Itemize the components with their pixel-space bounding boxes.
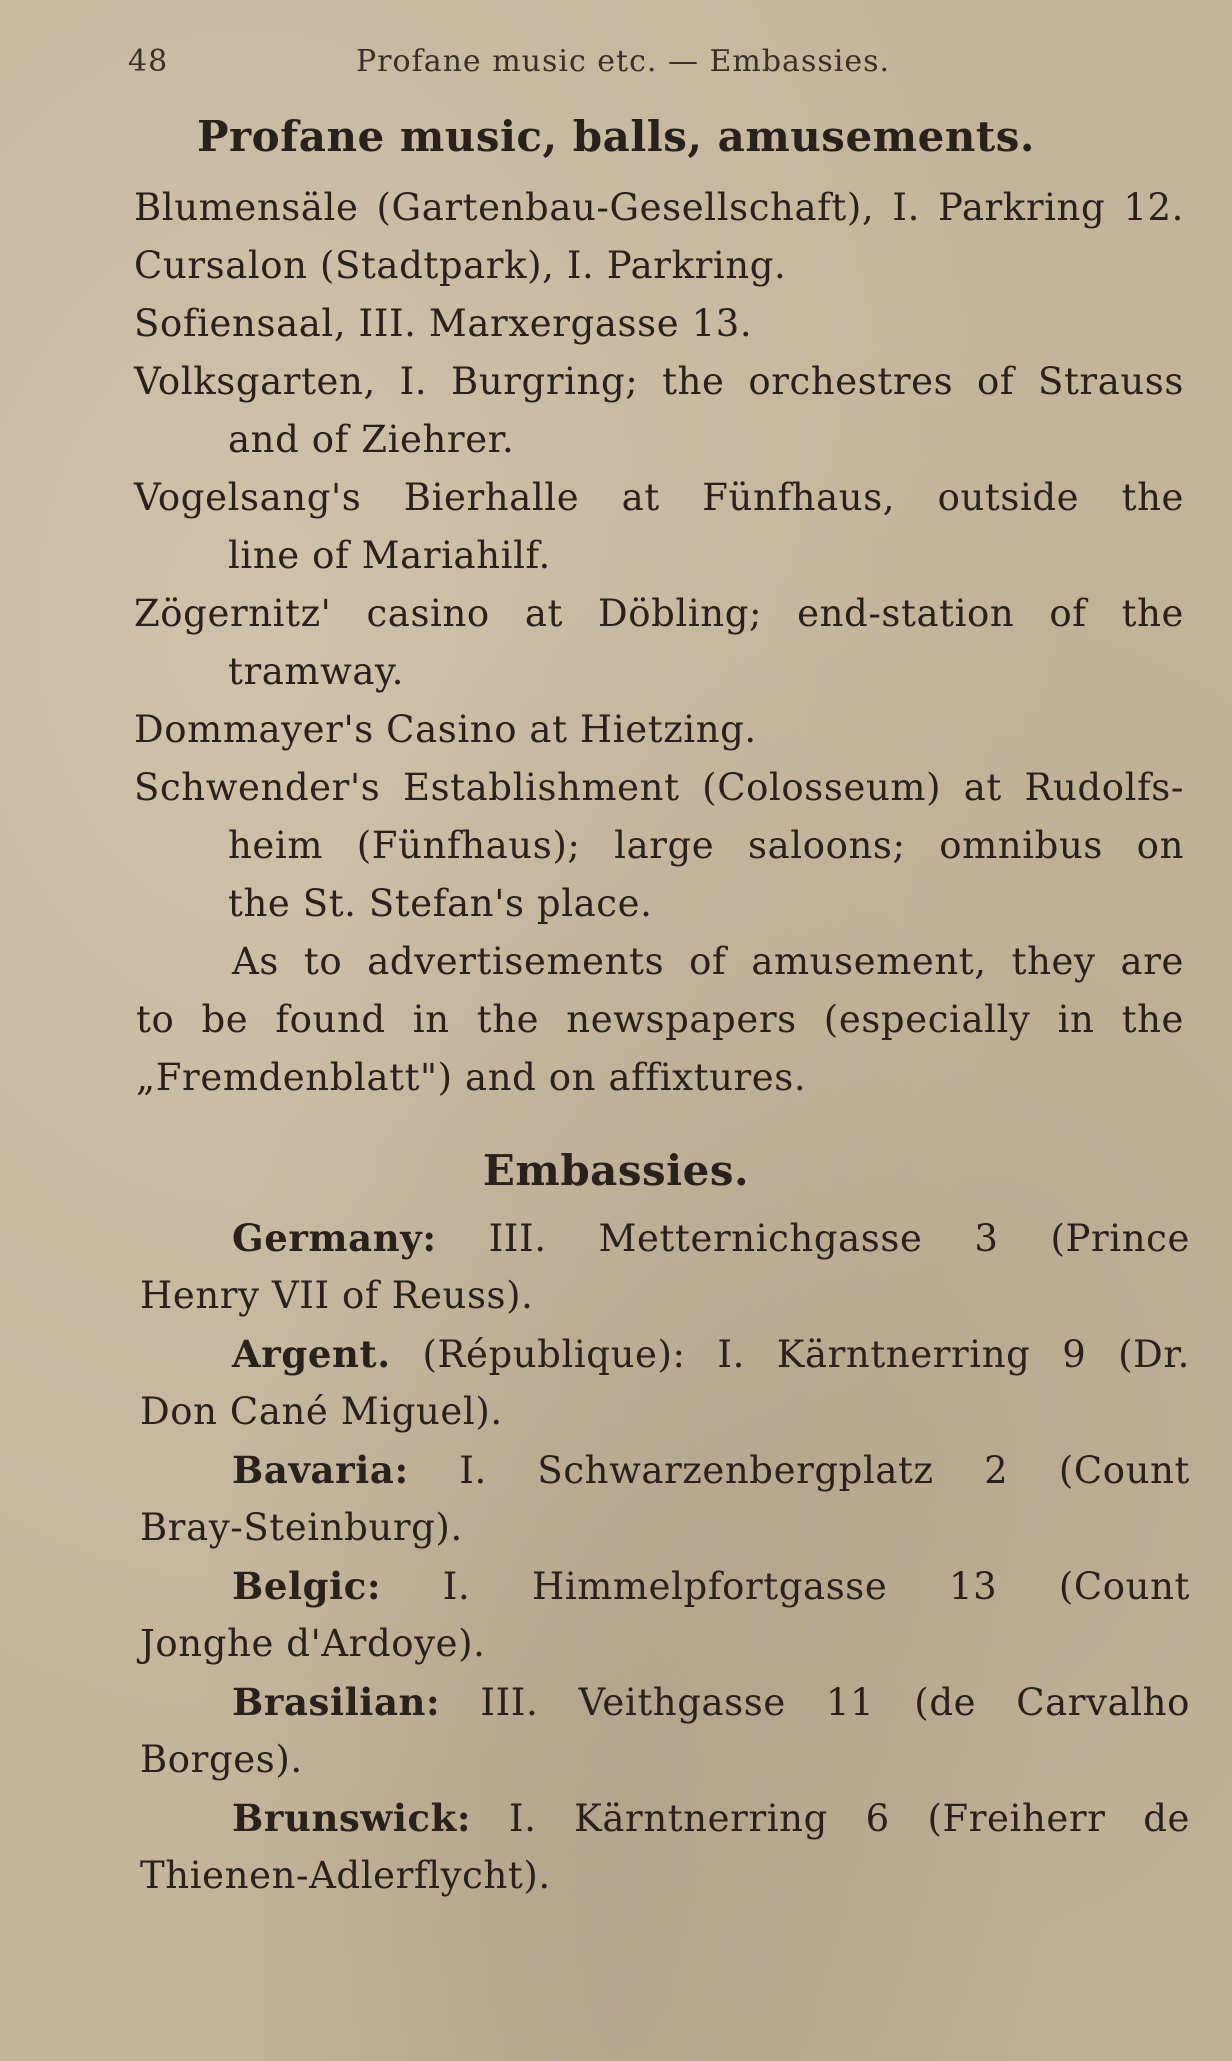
embassy-country: Argent. <box>232 1332 391 1376</box>
section-heading-music: Profane music, balls, amusements. <box>196 112 1036 161</box>
embassy-entry <box>232 1564 1190 1608</box>
embassy-entry-continuation: Bray-Steinburg). <box>140 1506 463 1549</box>
text-line: and of Ziehrer. <box>228 418 515 461</box>
embassy-address: I. Schwarzenbergplatz 2 (Count <box>459 1449 1190 1492</box>
embassy-country: Bavaria: <box>232 1448 409 1492</box>
section-heading-embassies: Embassies. <box>482 1146 750 1195</box>
text-line: Dommayer's Casino at Hietzing. <box>134 708 757 751</box>
embassy-entry <box>232 1216 1190 1260</box>
text-line: to be found in the newspapers (especially in the <box>136 998 1184 1041</box>
running-title: Profane music etc. — Embassies. <box>356 44 891 79</box>
embassy-entry-continuation: Henry VII of Reuss). <box>140 1274 534 1317</box>
text-line: As to advertisements of amusement, they are <box>232 940 1184 983</box>
embassy-address: I. Himmelpfortgasse 13 (Count <box>442 1565 1190 1608</box>
embassy-entry <box>232 1332 1190 1376</box>
embassy-country: Brunswick: <box>232 1796 472 1840</box>
embassy-country: Belgic: <box>232 1564 382 1608</box>
text-line: Volksgarten, I. Burgring; the orchestres of Strauss <box>134 360 1184 403</box>
text-line: heim (Fünfhaus); large saloons; omnibus on <box>228 824 1184 867</box>
text-line: Blumensäle (Gartenbau-Gesellschaft), I. Parkring 12. <box>134 186 1184 229</box>
text-line: Sofiensaal, III. Marxergasse 13. <box>134 302 753 345</box>
text-line: line of Mariahilf. <box>228 534 551 577</box>
text-line: „Fremdenblatt") and on affixtures. <box>136 1056 807 1099</box>
embassy-entry-continuation: Don Cané Miguel). <box>140 1390 503 1433</box>
embassy-address: I. Kärntnerring 6 (Freiherr de <box>508 1797 1190 1840</box>
text-line: Vogelsang's Bierhalle at Fünfhaus, outside the <box>134 476 1184 519</box>
embassy-country: Germany: <box>232 1216 437 1260</box>
embassy-address: III. Veithgasse 11 (de Carvalho <box>480 1681 1190 1724</box>
text-line: Schwender's Establishment (Colosseum) at Rudolfs- <box>134 766 1184 809</box>
embassy-entry-continuation: Thienen-Adlerflycht). <box>140 1854 551 1897</box>
text-line: the St. Stefan's place. <box>228 882 653 925</box>
embassy-entry-continuation: Jonghe d'Ardoye). <box>140 1622 486 1665</box>
embassy-address: III. Metternichgasse 3 (Prince <box>488 1217 1190 1260</box>
embassy-entry <box>232 1448 1190 1492</box>
text-line: tramway. <box>228 650 404 693</box>
embassy-entry <box>232 1796 1190 1840</box>
embassy-country: Brasilian: <box>232 1680 441 1724</box>
embassy-address: (République): I. Kärntnerring 9 (Dr. <box>422 1333 1190 1376</box>
embassy-entry <box>232 1680 1190 1724</box>
text-line: Zögernitz' casino at Döbling; end-station of the <box>134 592 1184 635</box>
text-line: Cursalon (Stadtpark), I. Parkring. <box>134 244 787 287</box>
embassy-entry-continuation: Borges). <box>140 1738 303 1781</box>
page-number: 48 <box>128 44 169 79</box>
